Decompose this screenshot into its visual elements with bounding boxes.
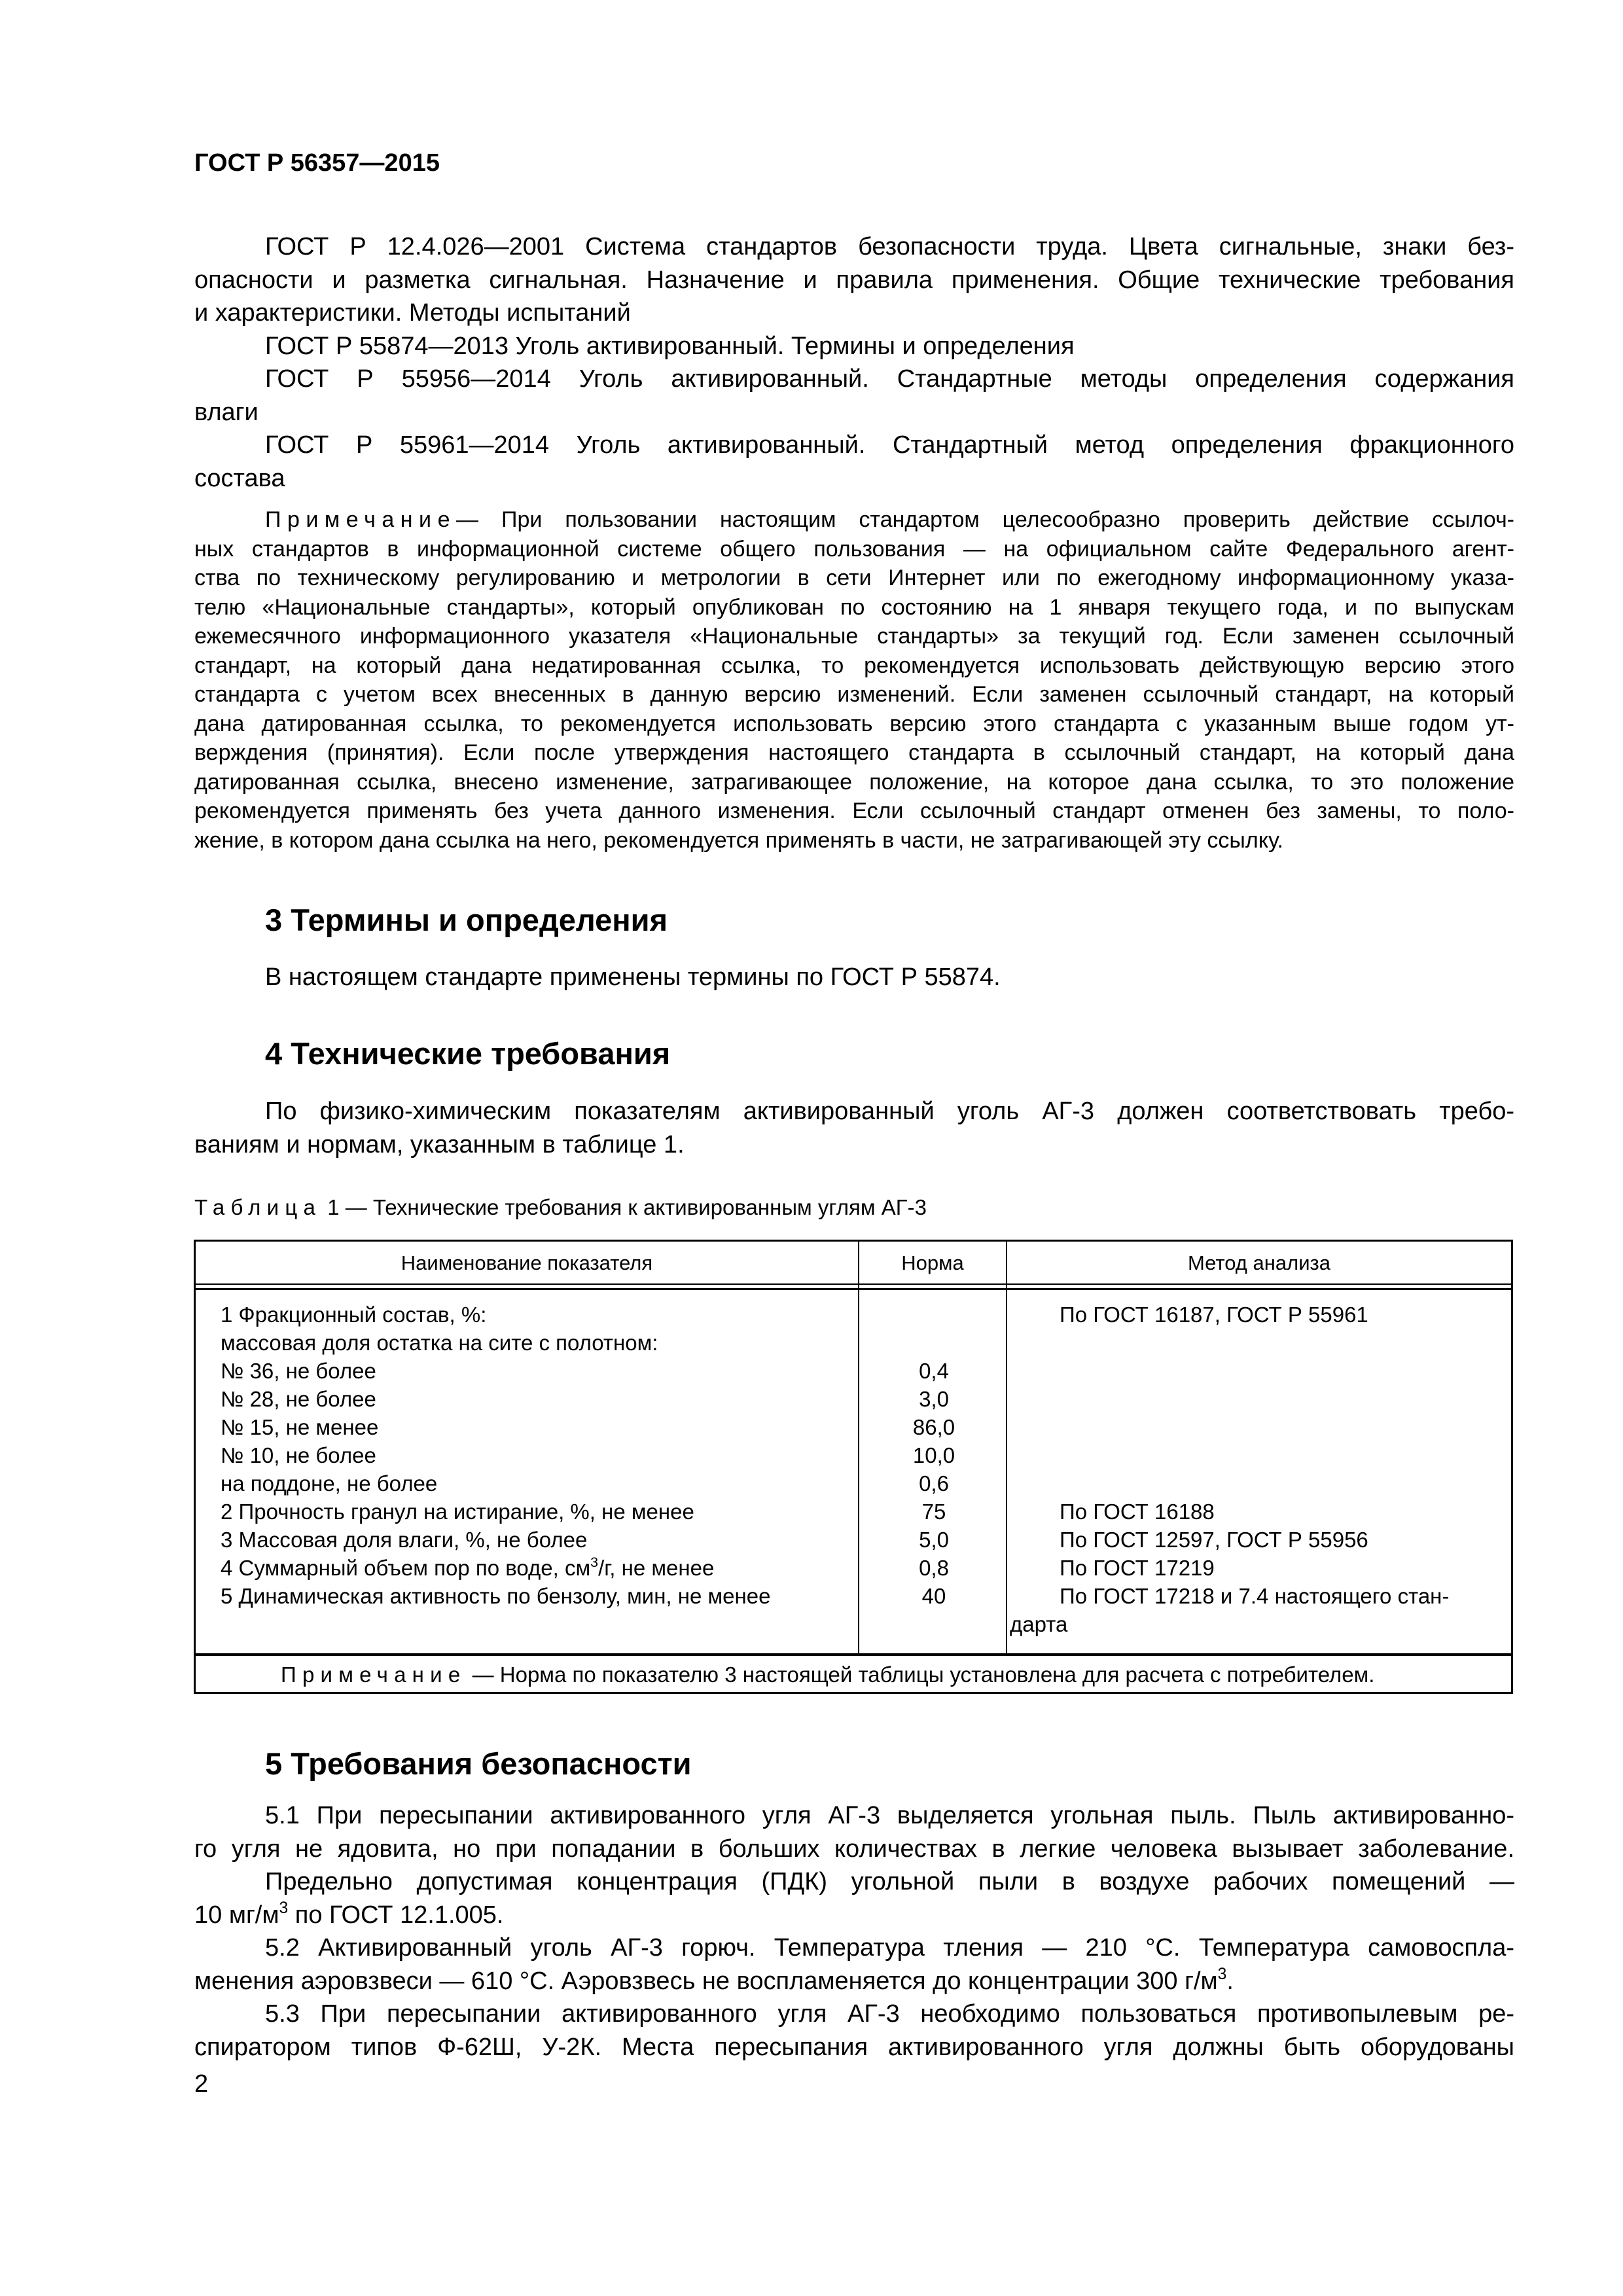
table-row <box>196 1469 1511 1498</box>
indicator-cell: № 36, не более <box>221 1359 376 1383</box>
norm-cell: 0,8 <box>919 1556 949 1580</box>
table-note <box>196 1655 1511 1696</box>
method-cell: По ГОСТ 16188 <box>1060 1499 1215 1524</box>
paragraph-line: ваниям и нормам, указанным в таблице 1. <box>194 1130 685 1158</box>
caption-text: 1 — Технические требования к активированным углям АГ-3 <box>321 1195 927 1219</box>
method-cell: По ГОСТ 17219 <box>1060 1556 1215 1580</box>
reference-line: состава <box>194 464 285 492</box>
table-note-label: Примечание <box>281 1662 467 1687</box>
note-line: рекомендуется применять без учета данного изменения. Если ссылочный стандарт отменен без замены, то поло- <box>194 798 1514 823</box>
method-cell: По ГОСТ 16187, ГОСТ Р 55961 <box>1060 1302 1368 1327</box>
superscript: 3 <box>1217 1965 1227 1983</box>
note-line: телю «Национальные стандарты», который опубликован по состоянию на 1 января текущего года, и по выпускам <box>194 594 1514 620</box>
norm-cell: 0,4 <box>919 1359 949 1383</box>
paragraph-line: 5.1 При пересыпании активированного угля АГ-3 выделяется угольная пыль. Пыль активированно- <box>265 1802 1514 1829</box>
table-row <box>196 1582 1511 1610</box>
note-line: ежемесячного информационного указателя «Национальные стандарты» за текущий год. Если заменен ссылочный <box>194 624 1514 649</box>
normative-references <box>194 230 1514 495</box>
section-5-text <box>194 1799 1514 2064</box>
indicator-cell: № 15, не менее <box>221 1415 379 1439</box>
superscript: 3 <box>279 1899 289 1917</box>
table-row <box>196 1441 1511 1469</box>
superscript: 3 <box>590 1554 599 1571</box>
paragraph-line: Предельно допустимая концентрация (ПДК) угольной пыли в воздухе рабочих помещений — <box>265 1868 1514 1895</box>
paragraph-line: По физико-химическим показателям активированный уголь АГ-3 должен соответствовать требо- <box>265 1098 1514 1125</box>
table-row <box>196 1526 1511 1554</box>
column-header-norm: Норма <box>901 1251 964 1274</box>
indicator-cell: № 28, не более <box>221 1387 376 1411</box>
section-3-text <box>194 961 1514 994</box>
norm-cell: 40 <box>921 1584 946 1608</box>
table-row <box>196 1554 1511 1582</box>
note-line: стандарт, на который дана недатированная ссылка, то рекомендуется использовать действующую версию этого <box>194 653 1514 678</box>
reference-line: опасности и разметка сигнальная. Назначение и правила применения. Общие технические требования <box>194 266 1514 294</box>
page-number: 2 <box>194 2070 209 2098</box>
paragraph-line <box>194 1899 1514 1932</box>
section-5-heading: 5 Требования безопасности <box>265 1746 692 1781</box>
table-row <box>196 1610 1511 1638</box>
document-code-header: ГОСТ Р 56357—2015 <box>194 149 440 177</box>
table-row <box>196 1357 1511 1385</box>
paragraph-line: го угля не ядовита, но при попадании в больших количествах в легкие человека вызывает заболевание. <box>194 1835 1514 1863</box>
indicator-cell: массовая доля остатка на сите с полотном: <box>221 1331 658 1355</box>
reference-line: влаги <box>194 398 259 426</box>
section-3-heading: 3 Термины и определения <box>265 903 668 937</box>
column-header-method: Метод анализа <box>1188 1251 1330 1274</box>
norm-cell: 0,6 <box>919 1471 949 1496</box>
reference-line: и характеристики. Методы испытаний <box>194 299 631 327</box>
indicator-cell: на поддоне, не более <box>221 1471 438 1496</box>
note-line: ства по техническому регулированию и метрологии в сети Интернет или по ежегодному информационному указа- <box>194 565 1514 590</box>
norm-cell: 86,0 <box>912 1415 955 1439</box>
table-row <box>196 1300 1511 1329</box>
note-label: Примечание <box>265 507 456 532</box>
norm-cell: 3,0 <box>919 1387 949 1411</box>
note-line: датированная ссылка, внесено изменение, затрагивающее положение, на которое дана ссылка, то это положение <box>194 769 1514 795</box>
reference-line: ГОСТ Р 55961—2014 Уголь активированный. Стандартный метод определения фракционного <box>265 431 1514 459</box>
paragraph-line: 5.3 При пересыпании активированного угля АГ-3 необходимо пользоваться противопылевым ре- <box>265 2000 1514 2028</box>
reference-line: ГОСТ Р 12.4.026—2001 Система стандартов безопасности труда. Цвета сигнальные, знаки без- <box>265 233 1514 260</box>
indicator-cell: № 10, не более <box>221 1443 376 1467</box>
reference-line: ГОСТ Р 55956—2014 Уголь активированный. Стандартные методы определения содержания <box>265 365 1514 393</box>
table-row <box>196 1413 1511 1441</box>
requirements-table <box>194 1240 1513 1694</box>
references-note <box>194 505 1514 855</box>
note-text: — При пользовании настоящим стандартом целесообразно проверить действие ссылоч- <box>456 507 1514 532</box>
text: . <box>1226 1967 1234 1995</box>
note-line: верждения (принятия). Если после утверждения настоящего стандарта в ссылочный стандарт, на который дана <box>194 740 1514 765</box>
indicator-cell: 1 Фракционный состав, %: <box>221 1302 487 1327</box>
paragraph-line: 5.2 Активированный уголь АГ-3 горюч. Температура тления — 210 °С. Температура самовоспла- <box>265 1934 1514 1962</box>
note-line <box>194 505 1514 535</box>
reference-line: ГОСТ Р 55874—2013 Уголь активированный. Термины и определения <box>265 332 1075 360</box>
method-cell: По ГОСТ 17218 и 7.4 настоящего стан- <box>1060 1584 1450 1608</box>
table-row <box>196 1498 1511 1526</box>
indicator-cell: 3 Массовая доля влаги, %, не более <box>221 1528 588 1552</box>
column-header-indicator: Наименование показателя <box>401 1251 653 1274</box>
note-line: ных стандартов в информационной системе общего пользования — на официальном сайте Федерального агент- <box>194 536 1514 562</box>
table-row <box>196 1385 1511 1413</box>
table-note-text: — Норма по показателю 3 настоящей таблицы установлена для расчета с потребителем. <box>466 1662 1375 1687</box>
text: по ГОСТ 12.1.005. <box>288 1901 504 1929</box>
table-caption <box>194 1195 927 1220</box>
text: менения аэровзвеси — 610 °С. Аэровзвесь не воспламеняется до концентрации 300 г/м <box>194 1967 1218 1995</box>
note-line: жение, в котором дана ссылка на него, рекомендуется применять в части, не затрагивающей эту ссылку. <box>194 827 1284 853</box>
norm-cell: 5,0 <box>919 1528 949 1552</box>
caption-label: Таблица <box>194 1195 322 1219</box>
paragraph-line: В настоящем стандарте применены термины по ГОСТ Р 55874. <box>265 963 1001 991</box>
indicator-cell: 4 Суммарный объем пор по воде, $см^3/г$, не менее <box>221 1554 715 1580</box>
header-divider <box>196 1288 1511 1290</box>
note-line: дана датированная ссылка, то рекомендуется использовать версию этого стандарта с указанным выше годом ут- <box>194 711 1514 736</box>
indicator-cell: 2 Прочность гранул на истирание, %, не менее <box>221 1499 694 1524</box>
paragraph-line: спиратором типов Ф-62Ш, У-2К. Места пересыпания активированного угля должны быть оборудованы <box>194 2033 1514 2061</box>
norm-cell: 10,0 <box>912 1443 955 1467</box>
note-line: стандарта с учетом всех внесенных в данную версию изменений. Если заменен ссылочный стандарт, на который <box>194 682 1514 707</box>
text: 10 мг/м <box>194 1901 279 1929</box>
method-cell: По ГОСТ 12597, ГОСТ Р 55956 <box>1060 1528 1368 1552</box>
section-4-text <box>194 1095 1514 1161</box>
section-4-heading: 4 Технические требования <box>265 1036 671 1071</box>
norm-cell: 75 <box>921 1499 946 1524</box>
indicator-cell: 5 Динамическая активность по бензолу, мин, не менее <box>221 1584 771 1608</box>
table-row <box>196 1329 1511 1357</box>
method-cell: дарта <box>1010 1612 1068 1636</box>
paragraph-line <box>194 1965 1514 1998</box>
